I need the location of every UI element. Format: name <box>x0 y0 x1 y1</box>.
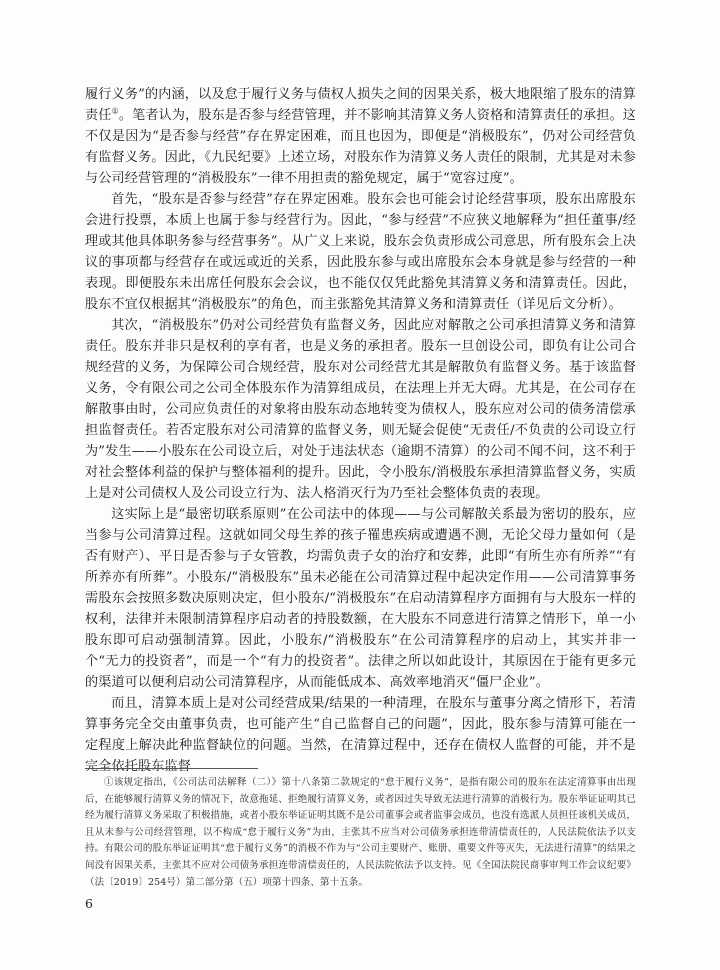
footnote-reference-marker[interactable]: ① <box>111 105 119 116</box>
paragraph-text-after-footnote-ref: 。笔者认为，股东是否参与经营管理，并不影响其清算义务人资格和清算责任的承担。这不仅是因为“是否参与经营”存在界定困难，而且也因为，即便是“消极股东”，仍对公司经营负有监督义务。因此，《九民纪要》上述立场，对股东作为清算义务人责任的限制，尤其是对未参与公司经营管理的“消极股东”一律不用担责的豁免规定，属于“宽容过度”。 <box>85 108 636 186</box>
paragraph-first: 首先，“股东是否参与经营”存在界定困难。股东会也可能会讨论经营事项，股东出席股东会进行投票，本质上也属于参与经营行为。因此，“参与经营”不应狭义地解释为“担任董事/经理或其他具体职务参与经营事务”。从广义上来说，股东会负责形成公司意思，所有股东会上决议的事项都与经营存在或远或近的关系，因此股东参与或出席股东会本身就是参与经营的一种表现。即便股东未出席任何股东会会议，也不能仅仅凭此豁免其清算义务和清算责任。因此，股东不宜仅根据其“消极股东”的角色，而主张豁免其清算义务和清算责任（详见后文分析）。 <box>85 192 636 312</box>
paragraph-third: 这实际上是“最密切联系原则”在公司法中的体现——与公司解散关系最为密切的股东，应当参与公司清算过程。这就如同父母生养的孩子罹患疾病或遭遇不测，无论父母力量如何（是否有财产）、平日是否参与子女管教，均需负责子女的治疗和安葬，此即“有所生亦有所养”“有所养亦有所葬”。小股东/“消极股东”虽未必能在公司清算过程中起决定作用——公司清算事务需股东会按照多数决原则决定，但小股东/“消极股东”在启动清算程序方面拥有与大股东一样的权利，法律并未限制清算程序启动者的持股数额，在大股东不同意进行清算之情形下，单一小股东即可启动强制清算。因此，小股东/“消极股东”在公司清算程序的启动上，其实并非一个“无力的投资者”，而是一个“有力的投资者”。法律之所以如此设计，其原因在于能有更多元的渠道可以便利启动公司清算程序，从而能低成本、高效率地消灭“僵尸企业”。 <box>85 507 636 690</box>
body-content-area <box>85 84 636 777</box>
page-number: 6 <box>85 896 93 911</box>
paragraph-text-before-footnote-ref: 履行义务”的内涵，以及怠于履行义务与债权人损失之间的因果关系，极大地限缩了股东的清算责任 <box>85 87 636 123</box>
footnote-text-block <box>85 775 636 891</box>
footnote-separator-rule <box>85 768 258 769</box>
paragraph-second: 其次，“消极股东”仍对公司经营负有监督义务，因此应对解散之公司承担清算义务和清算责任。股东并非只是权利的享有者，也是义务的承担者。股东一旦创设公司，即负有让公司合规经营的义务，为保障公司合规经营，股东对公司经营尤其是解散负有监督义务。基于该监督义务，令有限公司之公司全体股东作为清算组成员，在法理上并无大碍。尤其是，在公司存在解散事由时，公司应负责任的对象将由股东动态地转变为债权人，股东应对公司的债务清偿承担监督责任。若否定股东对公司清算的监督义务，则无疑会促使“无责任/不负责的公司设立行为”发生——小股东在公司设立后，对处于违法状态（逾期不清算）的公司不闻不问，这不利于对社会整体利益的保护与整体福利的提升。因此，令小股东/消极股东承担清算监督义务，实质上是对公司债权人及公司设立行为、法人格消灭行为乃至社会整体负责的表现。 <box>85 318 636 501</box>
footnote-entry: ①该规定指出，《公司法司法解释（二）》第十八条第二款规定的“怠于履行义务”，是指有限公司的股东在法定清算事由出现后，在能够履行清算义务的情况下，故意拖延、拒绝履行清算义务，或者因过失导致无法进行清算的消极行为。股东举证证明其已经为履行清算义务采取了积极措施，或者小股东举证证明其既不是公司董事会或者监事会成员，也没有选派人员担任该机关成员，且从未参与公司经营管理，以不构成“怠于履行义务”为由，主张其不应当对公司债务承担连带清偿责任的，人民法院依法予以支持。有限公司的股东举证证明其“怠于履行义务”的消极不作为与“公司主要财产、账册、重要文件等灭失，无法进行清算”的结果之间没有因果关系，主张其不应对公司债务承担连带清偿责任的，人民法院依法予以支持。见《全国法院民商事审判工作会议纪要》（法〔2019〕254号）第二部分第（五）项第十四条、第十五条。 <box>85 777 636 888</box>
body-text-block <box>85 84 636 777</box>
paragraph-continuation <box>85 84 636 189</box>
paragraph-fourth: 而且，清算本质上是对公司经营成果/结果的一种清理，在股东与董事分离之情形下，若清算事务完全交由董事负责，也可能产生“自己监督自己的问题”，因此，股东参与清算可能在一定程度上解决此种监督缺位的问题。当然，在清算过程中，还存在债权人监督的可能，并不是完全依托股东监督 <box>85 696 636 774</box>
footnote-block <box>85 768 636 891</box>
